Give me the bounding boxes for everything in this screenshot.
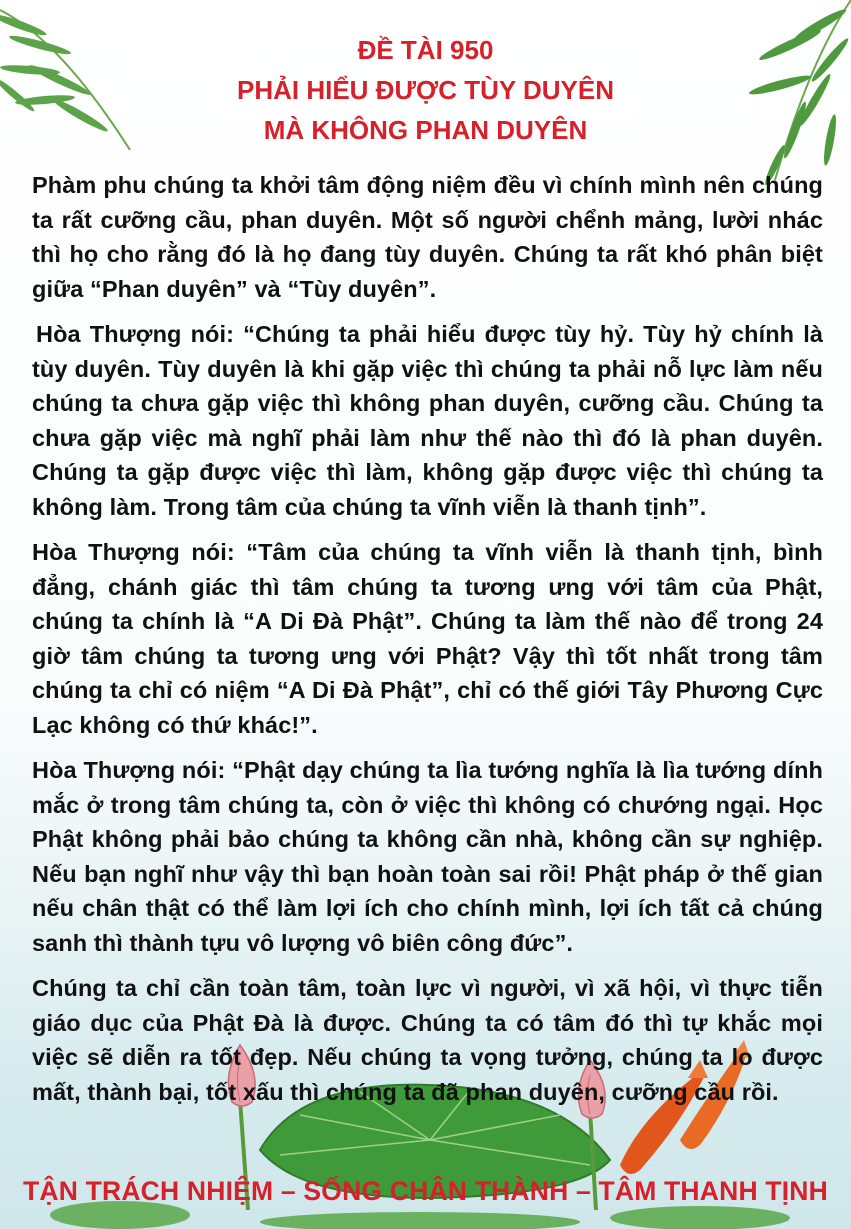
footer-slogan: TẬN TRÁCH NHIỆM – SỐNG CHÂN THÀNH – TÂM THANH TỊNH (23, 1176, 828, 1206)
paragraph-2: Hòa Thượng nói: “Chúng ta phải hiểu được tùy hỷ. Tùy hỷ chính là tùy duyên. Tùy duyên là khi gặp việc thì chúng ta phải nỗ lực làm nếu chúng ta chưa gặp việc thì không phan duyên, cưỡng cầu. Chúng ta chưa gặp việc mà nghĩ phải làm như thế nào thì đó là phan duyên. Chúng ta gặp được việc thì làm, không gặp được việc thì chúng ta không làm. Trong tâm của chúng ta vĩnh viễn là thanh tịnh”. (32, 321, 823, 520)
poster-title (0, 30, 851, 150)
title-line-1: ĐỀ TÀI 950 (357, 35, 494, 65)
title-line-2: PHẢI HIỂU ĐƯỢC TÙY DUYÊN (237, 75, 614, 105)
paragraph-5: Chúng ta chỉ cần toàn tâm, toàn lực vì người, vì xã hội, vì thực tiễn giáo dục của Phật Đà là được. Chúng ta có tâm đó thì tự khắc mọi việc sẽ diễn ra tốt đẹp. Nếu chúng ta vọng tưởng, chúng ta lo được mất, thành bại, tốt xấu thì chúng ta đã phan duyên, cưỡng cầu rồi. (32, 975, 823, 1105)
paragraph-1: Phàm phu chúng ta khởi tâm động niệm đều vì chính mình nên chúng ta rất cưỡng cầu, phan duyên. Một số người chểnh mảng, lười nhác thì họ cho rằng đó là họ đang tùy duyên. Chúng ta rất khó phân biệt giữa “Phan duyên” và “Tùy duyên”. (32, 172, 823, 302)
title-line-3: MÀ KHÔNG PHAN DUYÊN (263, 115, 588, 145)
paragraph-4: Hòa Thượng nói: “Phật dạy chúng ta lìa tướng nghĩa là lìa tướng dính mắc ở trong tâm chúng ta, còn ở việc thì không có chướng ngại. Học Phật không phải bảo chúng ta không cần nhà, không cần sự nghiệp. Nếu bạn nghĩ như vậy thì bạn hoàn toàn sai rồi! Phật pháp ở thế gian nếu chân thật có thể làm lợi ích cho chính mình, lợi ích tất cả chúng sanh thì thành tựu vô lượng vô biên công đức”. (32, 757, 823, 956)
paragraph-3: Hòa Thượng nói: “Tâm của chúng ta vĩnh viễn là thanh tịnh, bình đẳng, chánh giác thì tâm chúng ta tương ưng với tâm của Phật, chúng ta chính là “A Di Đà Phật”. Chúng ta làm thế nào để trong 24 giờ tâm chúng ta tương ưng với Phật? Vậy thì tốt nhất trong tâm chúng ta chỉ có niệm “A Di Đà Phật”, chỉ có thế giới Tây Phương Cực Lạc không có thứ khác!”. (32, 539, 823, 738)
article-body (32, 168, 823, 1120)
